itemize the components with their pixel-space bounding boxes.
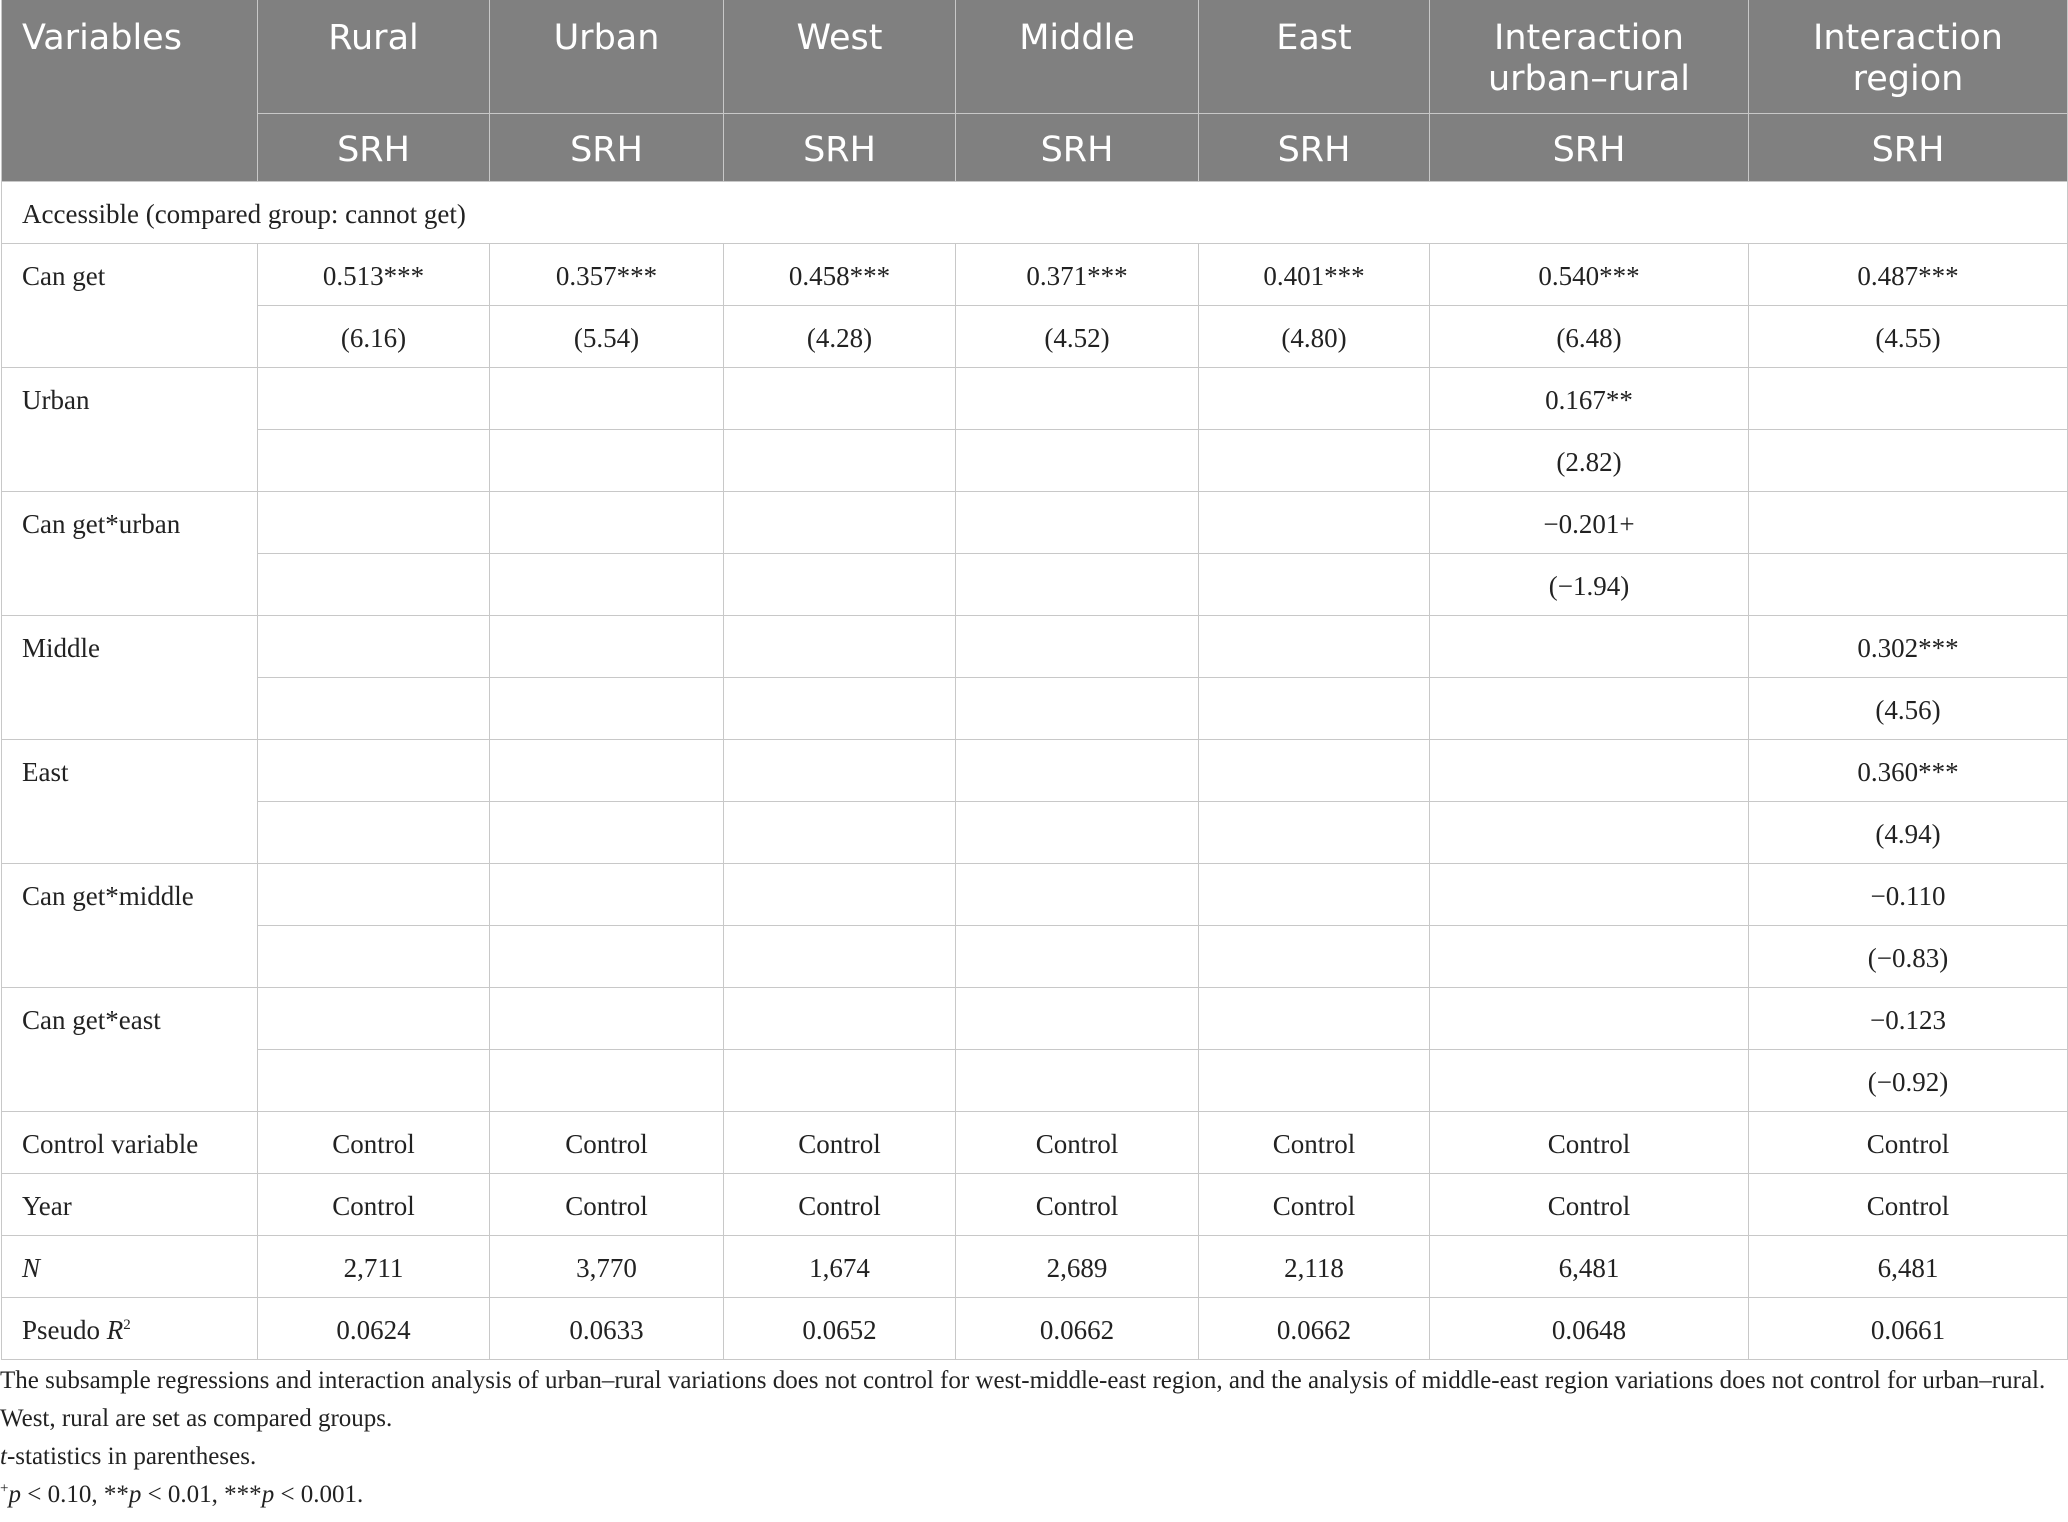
t-statistic-cell [490, 553, 724, 615]
coefficient-cell [258, 491, 490, 553]
table-row [2, 739, 2068, 801]
coefficient-cell [956, 739, 1199, 801]
note-significance [0, 1476, 2060, 1514]
coefficient-cell: 0.302*** [1749, 615, 2068, 677]
coefficient-cell [258, 367, 490, 429]
stat-cell: 0.0662 [956, 1297, 1199, 1359]
coefficient-cell [1749, 491, 2068, 553]
note-p: p [261, 1481, 275, 1508]
coefficient-cell [490, 863, 724, 925]
header-row-models [2, 0, 2068, 113]
coefficient-cell [956, 491, 1199, 553]
t-statistic-cell [1199, 1049, 1430, 1111]
t-statistic-cell [1749, 553, 2068, 615]
coefficient-cell [1749, 367, 2068, 429]
table-row [2, 1049, 2068, 1111]
stat-cell: Control [956, 1111, 1199, 1173]
coefficient-cell: 0.458*** [724, 243, 956, 305]
stat-cell: 1,674 [724, 1235, 956, 1297]
t-statistic-cell [1430, 801, 1749, 863]
t-statistic-cell [490, 429, 724, 491]
t-statistic-cell [1199, 429, 1430, 491]
stat-cell: 2,711 [258, 1235, 490, 1297]
note-sig-text: < 0.10, ** [20, 1481, 129, 1508]
coefficient-cell [490, 491, 724, 553]
coefficient-cell: 0.540*** [1430, 243, 1749, 305]
row-label: Middle [2, 615, 258, 739]
coefficient-cell: −0.110 [1749, 863, 2068, 925]
coefficient-cell [956, 987, 1199, 1049]
stat-cell: Control [258, 1111, 490, 1173]
t-statistic-cell [1199, 553, 1430, 615]
stat-cell: Control [724, 1111, 956, 1173]
note-p: p [128, 1481, 142, 1508]
t-statistic-cell: (4.80) [1199, 305, 1430, 367]
header-interaction-urban-rural: Interaction urban–rural [1430, 0, 1749, 113]
t-statistic-cell [956, 1049, 1199, 1111]
coefficient-cell [724, 739, 956, 801]
row-label-italic-r: R [106, 1314, 124, 1345]
coefficient-cell [490, 367, 724, 429]
t-statistic-cell: (4.94) [1749, 801, 2068, 863]
t-statistic-cell [956, 429, 1199, 491]
t-statistic-cell: (4.52) [956, 305, 1199, 367]
coefficient-cell [1199, 491, 1430, 553]
header-rural: Rural [258, 0, 490, 113]
stat-cell: 6,481 [1430, 1235, 1749, 1297]
coefficient-cell: −0.123 [1749, 987, 2068, 1049]
stat-cell: Control [258, 1173, 490, 1235]
table-row [2, 987, 2068, 1049]
t-statistic-cell [724, 553, 956, 615]
row-label [2, 1297, 258, 1359]
coefficient-cell: −0.201+ [1430, 491, 1749, 553]
t-statistic-cell [1430, 677, 1749, 739]
header-srh: SRH [1430, 113, 1749, 181]
note-t-italic: t [0, 1443, 7, 1470]
table-row [2, 429, 2068, 491]
t-statistic-cell [956, 801, 1199, 863]
coefficient-cell: 0.487*** [1749, 243, 2068, 305]
table-row [2, 1297, 2068, 1359]
coefficient-cell: 0.357*** [490, 243, 724, 305]
table-row [2, 801, 2068, 863]
stat-cell: 0.0648 [1430, 1297, 1749, 1359]
stat-cell: Control [956, 1173, 1199, 1235]
coefficient-cell [956, 863, 1199, 925]
coefficient-cell [490, 987, 724, 1049]
coefficient-cell [1199, 367, 1430, 429]
coefficient-cell [258, 863, 490, 925]
table-header [2, 0, 2068, 181]
t-statistic-cell [1199, 801, 1430, 863]
t-statistic-cell [490, 925, 724, 987]
coefficient-cell [490, 615, 724, 677]
t-statistic-cell [258, 677, 490, 739]
table-row [2, 553, 2068, 615]
header-srh: SRH [1199, 113, 1430, 181]
row-label: Can get [2, 243, 258, 367]
t-statistic-cell: (5.54) [490, 305, 724, 367]
stat-cell: Control [490, 1173, 724, 1235]
stat-cell: Control [1199, 1173, 1430, 1235]
stat-cell: 0.0661 [1749, 1297, 2068, 1359]
table-row [2, 863, 2068, 925]
header-interaction-region: Interaction region [1749, 0, 2068, 113]
row-label: Can get*east [2, 987, 258, 1111]
table-row [2, 491, 2068, 553]
coefficient-cell: 0.360*** [1749, 739, 2068, 801]
stat-cell: 2,118 [1199, 1235, 1430, 1297]
table-body [2, 181, 2068, 1359]
t-statistic-cell [1430, 1049, 1749, 1111]
table-row [2, 1173, 2068, 1235]
stat-cell: Control [1430, 1173, 1749, 1235]
coefficient-cell [956, 367, 1199, 429]
note-sig-text: < 0.001. [274, 1481, 364, 1508]
t-statistic-cell [1749, 429, 2068, 491]
row-label: East [2, 739, 258, 863]
row-label: Urban [2, 367, 258, 491]
header-urban: Urban [490, 0, 724, 113]
table-row [2, 243, 2068, 305]
coefficient-cell [1430, 863, 1749, 925]
t-statistic-cell [258, 1049, 490, 1111]
t-statistic-cell: (4.55) [1749, 305, 2068, 367]
t-statistic-cell [258, 925, 490, 987]
table-row [2, 1235, 2068, 1297]
t-statistic-cell [724, 677, 956, 739]
t-statistic-cell [1430, 925, 1749, 987]
t-statistic-cell [724, 801, 956, 863]
section-row [2, 181, 2068, 243]
header-row-outcome [2, 113, 2068, 181]
coefficient-cell: 0.401*** [1199, 243, 1430, 305]
coefficient-cell [724, 987, 956, 1049]
header-east: East [1199, 0, 1430, 113]
row-label: Can get*middle [2, 863, 258, 987]
coefficient-cell [724, 863, 956, 925]
table-row [2, 925, 2068, 987]
stat-cell: 0.0633 [490, 1297, 724, 1359]
header-srh: SRH [1749, 113, 2068, 181]
note-sig-text: < 0.01, *** [141, 1481, 262, 1508]
t-statistic-cell: (4.28) [724, 305, 956, 367]
stat-cell: Control [724, 1173, 956, 1235]
coefficient-cell [956, 615, 1199, 677]
header-middle: Middle [956, 0, 1199, 113]
coefficient-cell [1199, 615, 1430, 677]
t-statistic-cell [258, 429, 490, 491]
coefficient-cell [1199, 987, 1430, 1049]
t-statistic-cell [724, 1049, 956, 1111]
coefficient-cell: 0.167** [1430, 367, 1749, 429]
t-statistic-cell [490, 677, 724, 739]
header-srh: SRH [724, 113, 956, 181]
coefficient-cell [1199, 739, 1430, 801]
coefficient-cell [258, 739, 490, 801]
coefficient-cell [490, 739, 724, 801]
row-label [2, 1111, 258, 1173]
table-row [2, 1111, 2068, 1173]
t-statistic-cell: (6.16) [258, 305, 490, 367]
coefficient-cell [724, 367, 956, 429]
coefficient-cell [1199, 863, 1430, 925]
t-statistic-cell [258, 801, 490, 863]
header-variables: Variables [2, 0, 258, 181]
header-west: West [724, 0, 956, 113]
t-statistic-cell: (−1.94) [1430, 553, 1749, 615]
t-statistic-cell [1199, 677, 1430, 739]
stat-cell: Control [1430, 1111, 1749, 1173]
stat-cell: 0.0624 [258, 1297, 490, 1359]
table-notes [0, 1362, 2060, 1514]
t-statistic-cell: (2.82) [1430, 429, 1749, 491]
table-row [2, 305, 2068, 367]
row-label-superscript: 2 [123, 1316, 131, 1333]
t-statistic-cell [490, 801, 724, 863]
stat-cell: Control [1749, 1111, 2068, 1173]
t-statistic-cell [258, 553, 490, 615]
stat-cell: 3,770 [490, 1235, 724, 1297]
header-srh: SRH [490, 113, 724, 181]
coefficient-cell: 0.513*** [258, 243, 490, 305]
table-row [2, 615, 2068, 677]
regression-table [1, 0, 2068, 1360]
stat-cell: Control [490, 1111, 724, 1173]
t-statistic-cell: (4.56) [1749, 677, 2068, 739]
note-p: p [8, 1481, 21, 1508]
t-statistic-cell: (−0.92) [1749, 1049, 2068, 1111]
coefficient-cell [258, 615, 490, 677]
coefficient-cell: 0.371*** [956, 243, 1199, 305]
stat-cell: Control [1199, 1111, 1430, 1173]
row-label: Can get*urban [2, 491, 258, 615]
table-row [2, 677, 2068, 739]
note-t-statistics [0, 1438, 2060, 1476]
stat-cell: 2,689 [956, 1235, 1199, 1297]
coefficient-cell [258, 987, 490, 1049]
table-row [2, 367, 2068, 429]
coefficient-cell [1430, 739, 1749, 801]
coefficient-cell [724, 615, 956, 677]
t-statistic-cell [956, 677, 1199, 739]
row-label [2, 1235, 258, 1297]
t-statistic-cell [724, 925, 956, 987]
row-label-text: Pseudo R [22, 1314, 124, 1345]
t-statistic-cell: (−0.83) [1749, 925, 2068, 987]
t-statistic-cell [956, 553, 1199, 615]
header-srh: SRH [956, 113, 1199, 181]
note-line: The subsample regressions and interaction analysis of urban–rural variations does not control for west-middle-east region, and the analysis of middle-east region variations does not control for urban–rural. West, rural are set as compared groups. [0, 1367, 2046, 1432]
coefficient-cell [1430, 615, 1749, 677]
note-sig-plus: + [0, 1480, 9, 1497]
section-label: Accessible (compared group: cannot get) [2, 181, 2068, 243]
t-statistic-cell: (6.48) [1430, 305, 1749, 367]
stat-cell: 6,481 [1749, 1235, 2068, 1297]
t-statistic-cell [724, 429, 956, 491]
row-label-text: N [22, 1252, 41, 1283]
note-t-text: -statistics in parentheses. [6, 1443, 257, 1470]
coefficient-cell [724, 491, 956, 553]
row-label-text: Control variable [22, 1128, 199, 1159]
coefficient-cell [1430, 987, 1749, 1049]
row-label [2, 1173, 258, 1235]
row-label-text: Year [22, 1190, 72, 1221]
stat-cell: 0.0662 [1199, 1297, 1430, 1359]
t-statistic-cell [490, 1049, 724, 1111]
header-srh: SRH [258, 113, 490, 181]
t-statistic-cell [1199, 925, 1430, 987]
stat-cell: Control [1749, 1173, 2068, 1235]
stat-cell: 0.0652 [724, 1297, 956, 1359]
t-statistic-cell [956, 925, 1199, 987]
